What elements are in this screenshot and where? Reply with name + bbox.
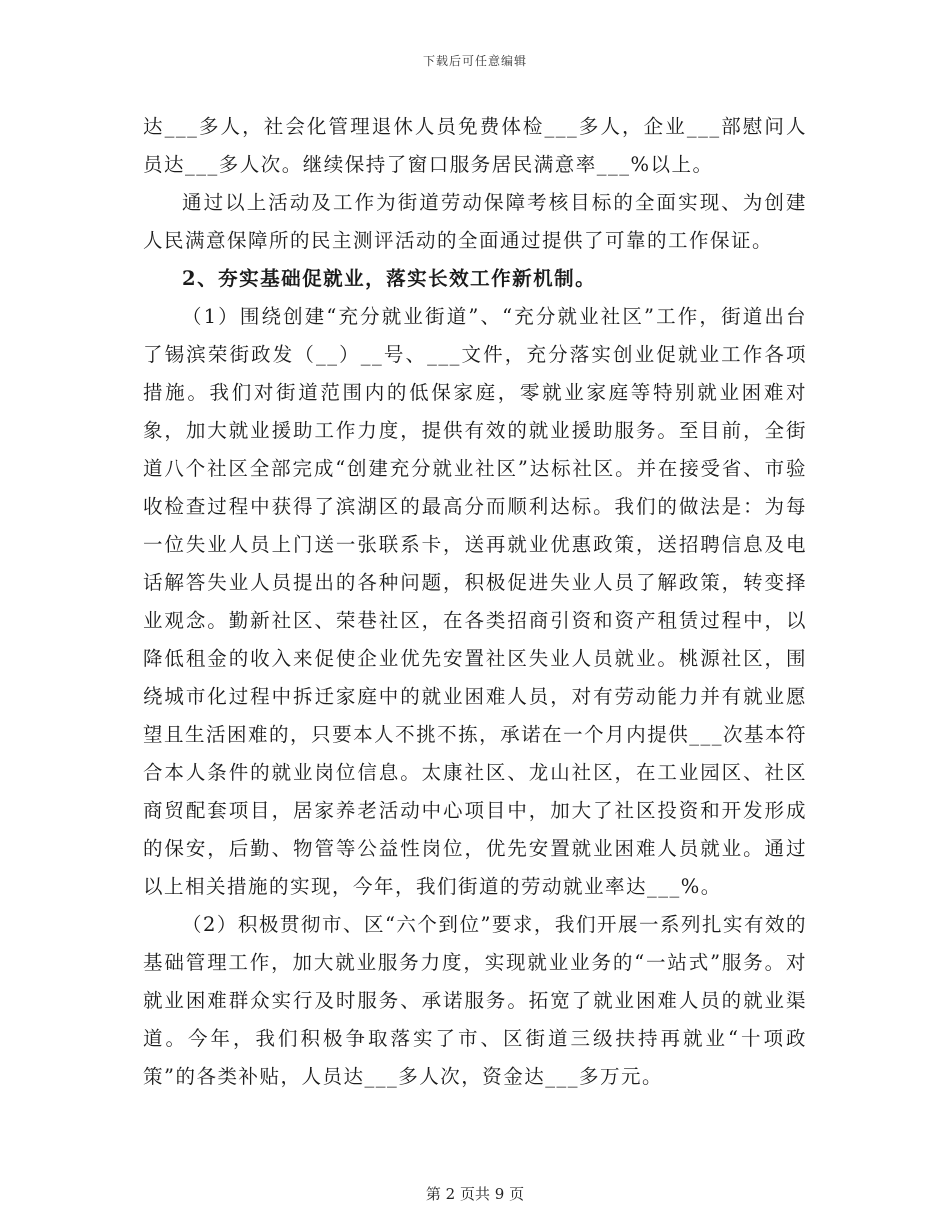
paragraph-summary: 通过以上活动及工作为街道劳动保障考核目标的全面实现、为创建人民满意保障所的民主测评活动的全面通过提供了可靠的工作保证。 [143,191,807,252]
document-body [143,108,807,1096]
section-heading: 2、夯实基础促就业，落实长效工作新机制。 [182,267,597,290]
paragraph-item-1: （1）围绕创建“充分就业街道”、“充分就业社区”工作，街道出台了锡滨荣街政发（__）__号、___文件，充分落实创业促就业工作各项措施。我们对街道范围内的低保家庭，零就业家庭等特别就业困难对象，加大就业援助工作力度，提供有效的就业援助服务。至目前，全街道八个社区全部完成“创建充分就业社区”达标社区。并在接受省、市验收检查过程中获得了滨湖区的最高分而顺利达标。我们的做法是：为每一位失业人员上门送一张联系卡，送再就业优惠政策，送招聘信息及电话解答失业人员提出的各种问题，积极促进失业人员了解政策，转变择业观念。勤新社区、荣巷社区，在各类招商引资和资产租赁过程中，以降低租金的收入来促使企业优先安置社区失业人员就业。桃源社区，围绕城市化过程中拆迁家庭中的就业困难人员，对有劳动能力并有就业愿望且生活困难的，只要本人不挑不拣，承诺在一个月内提供___次基本符合本人条件的就业岗位信息。太康社区、龙山社区，在工业园区、社区商贸配套项目，居家养老活动中心项目中，加大了社区投资和开发形成的保安，后勤、物管等公益性岗位，优先安置就业困难人员就业。通过以上相关措施的实现，今年，我们街道的劳动就业率达___%。 [143,305,807,898]
paragraph-item-2: （2）积极贯彻市、区“六个到位”要求，我们开展一系列扎实有效的基础管理工作，加大就业服务力度，实现就业业务的“一站式”服务。对就业困难群众实行及时服务、承诺服务。拓宽了就业困难人员的就业渠道。今年，我们积极争取落实了市、区街道三级扶持再就业“十项政策”的各类补贴，人员达___多人次，资金达___多万元。 [143,913,807,1088]
paragraph-continuation: 达___多人，社会化管理退休人员免费体检___多人，企业___部慰问人员达___多人次。继续保持了窗口服务居民满意率___%以上。 [143,115,807,176]
page-header: 下载后可任意编辑 [422,54,527,68]
page-number: 第 2 页共 9 页 [425,1185,525,1203]
